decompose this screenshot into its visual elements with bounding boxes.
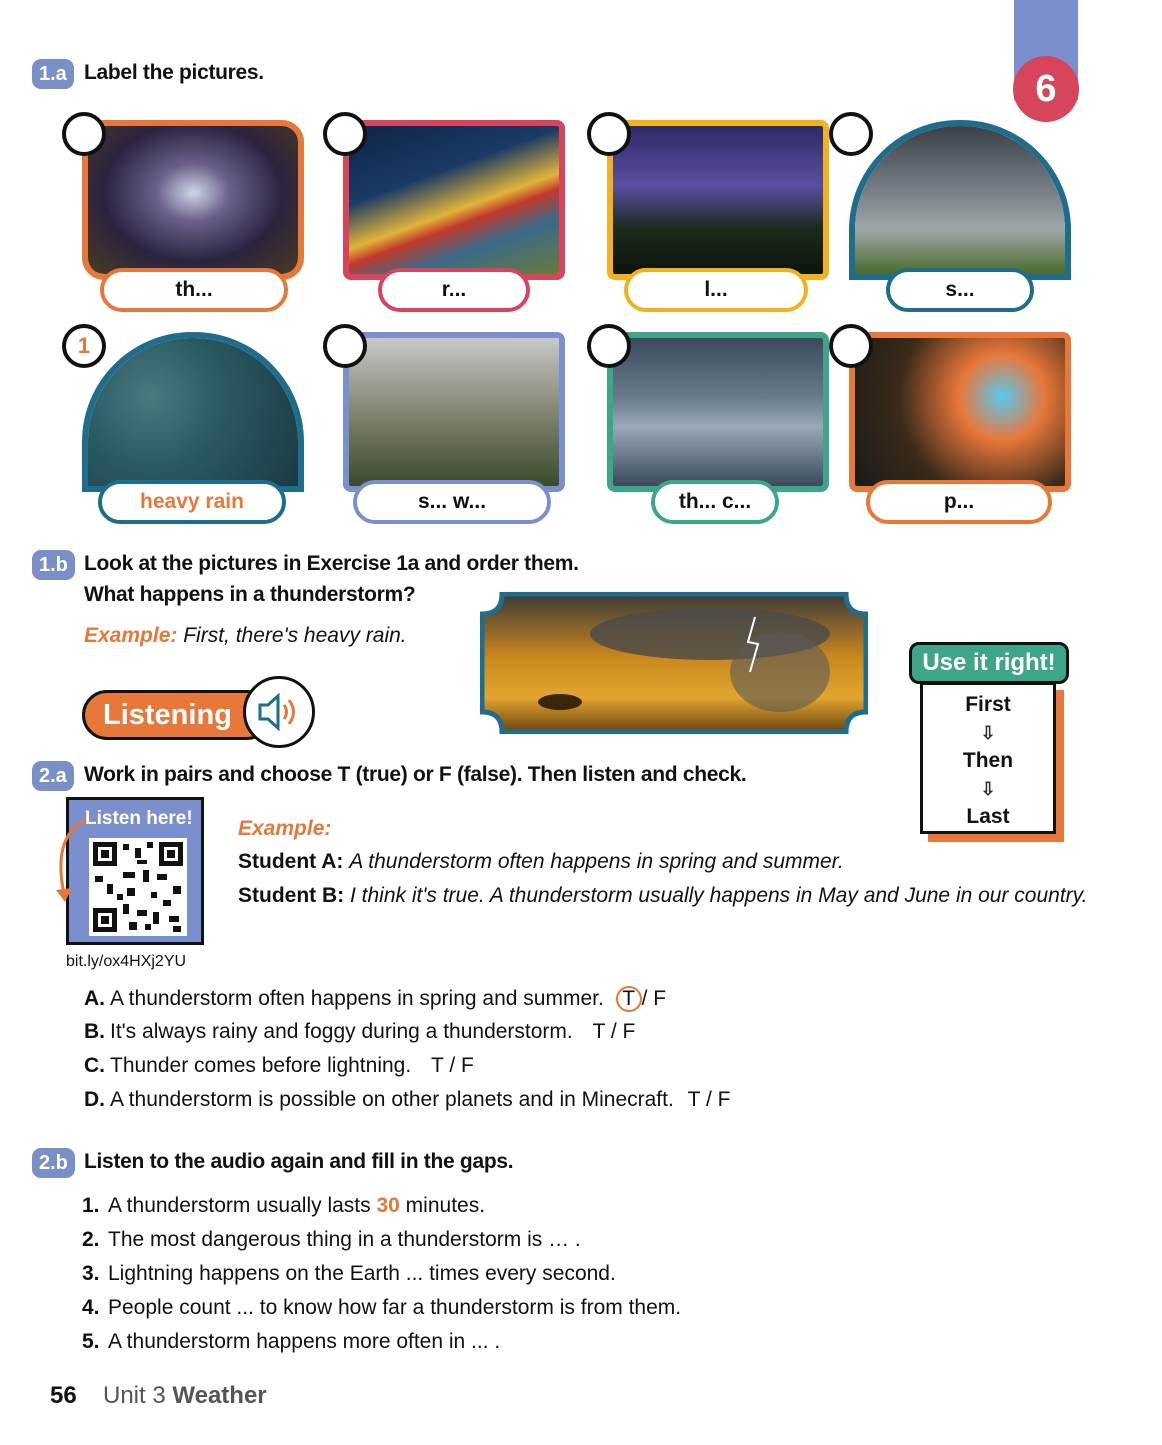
picture-label: p... bbox=[866, 480, 1052, 524]
unit-topic: Weather bbox=[172, 1382, 267, 1409]
gap-item-1 bbox=[82, 1194, 485, 1218]
weather-photo bbox=[343, 332, 565, 492]
item-text: A thunderstorm usually lasts bbox=[108, 1194, 371, 1217]
item-text: Lightning happens on the Earth ... times every second. bbox=[108, 1262, 616, 1285]
picture-label: heavy rain bbox=[98, 480, 286, 524]
tip-first: First bbox=[965, 693, 1011, 716]
tip-last: Last bbox=[966, 805, 1010, 828]
exercise-2b-title: Listen to the audio again and fill in the gaps. bbox=[84, 1150, 514, 1173]
use-it-right-title: Use it right! bbox=[909, 642, 1069, 684]
down-arrow-icon: ⇩ bbox=[980, 779, 996, 799]
order-number-circle[interactable] bbox=[323, 324, 367, 368]
gap-item-2 bbox=[82, 1228, 581, 1252]
weather-photo bbox=[607, 120, 829, 280]
item-text: minutes. bbox=[405, 1194, 486, 1217]
order-number-circle[interactable]: 1 bbox=[62, 324, 106, 368]
picture-label: s... bbox=[886, 268, 1034, 312]
thunderstorm-banner-image bbox=[480, 592, 868, 734]
item-letter: D. bbox=[84, 1088, 105, 1111]
item-letter: C. bbox=[84, 1054, 105, 1077]
qr-code-icon[interactable] bbox=[89, 838, 187, 936]
gap-answer: 30 bbox=[376, 1194, 400, 1217]
item-text: The most dangerous thing in a thunderstorm is … . bbox=[108, 1228, 581, 1251]
exercise-tag-2a: 2.a bbox=[32, 761, 74, 791]
weather-photo bbox=[607, 332, 829, 492]
gap-item-4 bbox=[82, 1296, 681, 1320]
item-letter: A. bbox=[84, 987, 105, 1010]
student-b-text: I think it's true. A thunderstorm usually happens in May and June in our country. bbox=[350, 884, 1088, 907]
listening-section-label: Listening bbox=[82, 690, 272, 740]
exercise-1b-example bbox=[84, 624, 407, 648]
true-false-choice[interactable]: T / F bbox=[687, 1088, 731, 1111]
student-a-line bbox=[238, 850, 844, 874]
gap-item-5 bbox=[82, 1330, 500, 1354]
picture-card bbox=[607, 120, 829, 280]
item-text: Thunder comes before lightning. bbox=[110, 1054, 412, 1077]
true-false-choice[interactable]: T / F bbox=[592, 1020, 636, 1043]
exercise-2a-title: Work in pairs and choose T (true) or F (false). Then listen and check. bbox=[84, 763, 747, 786]
example-label: Example: bbox=[84, 624, 178, 647]
page-number: 56 bbox=[50, 1382, 77, 1409]
exercise-tag-1b: 1.b bbox=[32, 550, 75, 580]
true-false-item-d bbox=[84, 1088, 730, 1112]
item-text: A thunderstorm happens more often in ... . bbox=[108, 1330, 501, 1353]
exercise-1b-title-line1: Look at the pictures in Exercise 1a and order them. bbox=[84, 552, 579, 575]
picture-card bbox=[849, 332, 1071, 492]
item-text: A thunderstorm often happens in spring and summer. bbox=[110, 987, 604, 1010]
qr-title: Listen here! bbox=[85, 808, 193, 829]
weather-photo bbox=[82, 332, 304, 492]
picture-card bbox=[82, 120, 304, 280]
tip-then: Then bbox=[962, 749, 1014, 772]
true-false-item-c bbox=[84, 1054, 474, 1078]
answer-true-circled[interactable]: T bbox=[616, 986, 642, 1012]
example-label: Example: bbox=[238, 817, 332, 840]
order-number-circle[interactable] bbox=[587, 324, 631, 368]
student-a-label: Student A: bbox=[238, 850, 344, 873]
true-false-item-a bbox=[84, 986, 666, 1012]
item-text: People count ... to know how far a thunderstorm is from them. bbox=[108, 1296, 682, 1319]
exercise-1b-title-line2: What happens in a thunderstorm? bbox=[84, 583, 416, 606]
exercise-tag-2b: 2.b bbox=[32, 1148, 75, 1178]
weather-photo bbox=[82, 120, 304, 280]
unit-label: Unit 3 bbox=[103, 1382, 166, 1409]
example-text: First, there's heavy rain. bbox=[183, 624, 407, 647]
picture-card bbox=[343, 120, 565, 280]
exercise-tag-1a: 1.a bbox=[32, 59, 74, 89]
order-number-circle[interactable] bbox=[323, 112, 367, 156]
item-text: It's always rainy and foggy during a thunderstorm. bbox=[110, 1020, 573, 1043]
picture-label: th... c... bbox=[651, 480, 779, 524]
speaker-icon[interactable] bbox=[243, 676, 315, 748]
weather-photo bbox=[849, 332, 1071, 492]
order-number-circle[interactable] bbox=[829, 112, 873, 156]
picture-label: l... bbox=[624, 268, 808, 312]
item-number: 1. bbox=[82, 1194, 100, 1217]
use-it-right-box bbox=[920, 682, 1056, 834]
exercise-1a-title: Label the pictures. bbox=[84, 61, 264, 84]
item-number: 2. bbox=[82, 1228, 100, 1251]
picture-label: r... bbox=[378, 268, 530, 312]
item-number: 3. bbox=[82, 1262, 100, 1285]
picture-label: th... bbox=[100, 268, 288, 312]
order-number-circle[interactable] bbox=[587, 112, 631, 156]
item-number: 5. bbox=[82, 1330, 100, 1353]
order-number-circle[interactable] bbox=[829, 324, 873, 368]
item-text: A thunderstorm is possible on other planets and in Minecraft. bbox=[110, 1088, 674, 1111]
down-arrow-icon: ⇩ bbox=[980, 723, 996, 743]
qr-link[interactable]: bit.ly/ox4HXj2YU bbox=[66, 953, 187, 970]
answer-false[interactable]: / F bbox=[641, 987, 667, 1010]
picture-card bbox=[607, 332, 829, 492]
true-false-choice[interactable]: T / F bbox=[431, 1054, 474, 1077]
item-number: 4. bbox=[82, 1296, 100, 1319]
exercise-2a-example-label bbox=[238, 817, 331, 841]
student-b-label: Student B: bbox=[238, 884, 345, 907]
weather-photo bbox=[849, 120, 1071, 280]
item-letter: B. bbox=[84, 1020, 105, 1043]
picture-label: s... w... bbox=[353, 480, 551, 524]
picture-card bbox=[849, 120, 1071, 280]
student-a-text: A thunderstorm often happens in spring and summer. bbox=[349, 850, 844, 873]
gap-item-3 bbox=[82, 1262, 616, 1286]
student-b-line bbox=[238, 884, 1087, 908]
true-false-item-b bbox=[84, 1020, 635, 1044]
unit-title bbox=[103, 1382, 267, 1410]
order-number-circle[interactable] bbox=[62, 112, 106, 156]
unit-number-badge: 6 bbox=[1013, 56, 1079, 122]
weather-photo bbox=[343, 120, 565, 280]
picture-card bbox=[82, 332, 304, 492]
picture-card bbox=[343, 332, 565, 492]
curved-arrow-icon bbox=[50, 816, 90, 906]
